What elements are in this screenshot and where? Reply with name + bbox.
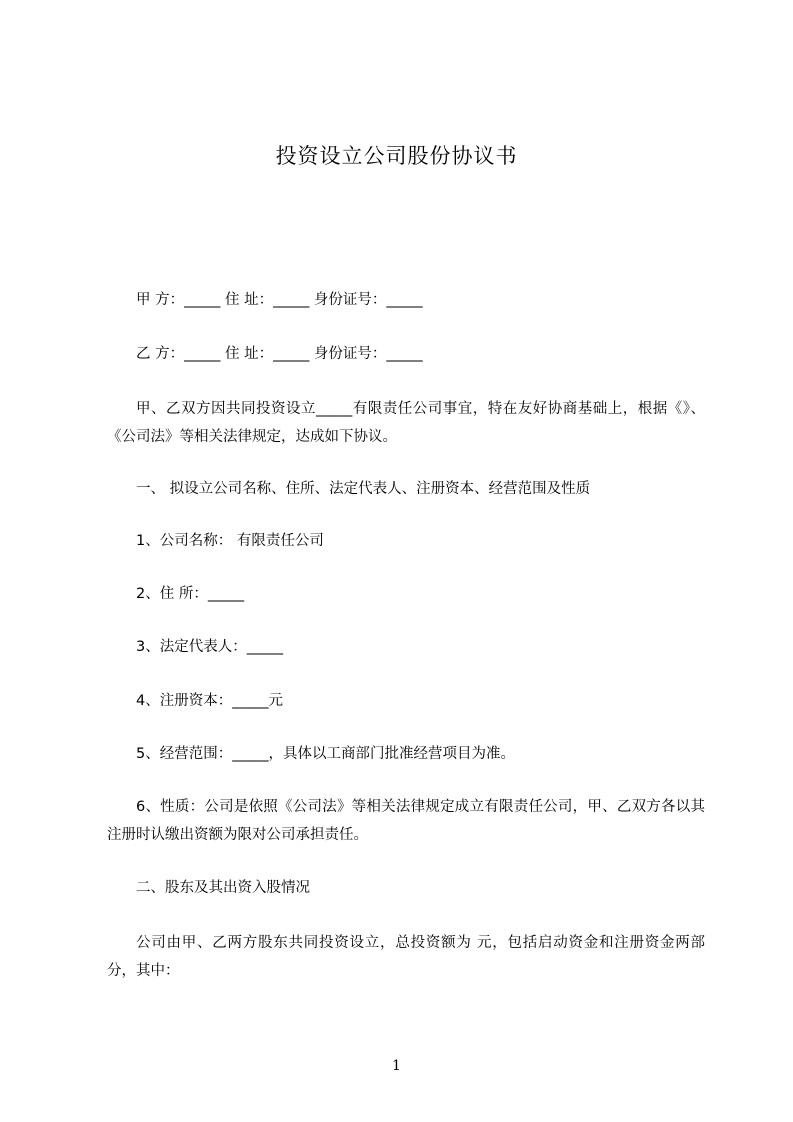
item-legal-representative: 3、法定代表人：_____ [136, 639, 283, 655]
section-2-paragraph: 公司由甲、乙两方股东共同投资设立，总投资额为 元，包括启动资金和注册资金两部分，其中： [107, 935, 705, 979]
item-registered-capital: 4、注册资本：_____元 [136, 693, 283, 709]
item-address: 2、住 所：_____ [136, 586, 245, 602]
document-title: 投资设立公司股份协议书 [275, 144, 518, 168]
item-company-name: 1、公司名称： 有限责任公司 [136, 533, 324, 549]
item-nature-paragraph: 6、性质：公司是依照《公司法》等相关法律规定成立有限责任公司，甲、乙双方各以其注册时认缴出资额为限对公司承担责任。 [107, 799, 705, 843]
section-2-heading: 二、股东及其出资入股情况 [136, 880, 310, 896]
party-a-line: 甲 方：_____ 住 址：_____ 身份证号：_____ [136, 292, 423, 308]
item-business-scope: 5、经营范围：_____，具体以工商部门批准经营项目为准。 [136, 746, 515, 762]
party-b-line: 乙 方：_____ 住 址：_____ 身份证号：_____ [136, 346, 423, 362]
section-1-heading: 一、 拟设立公司名称、住所、法定代表人、注册资本、经营范围及性质 [136, 481, 591, 497]
page-number: 1 [392, 1058, 401, 1074]
intro-paragraph: 甲、乙双方因共同投资设立_____有限责任公司事宜，特在友好协商基础上，根据《》、《公司法》等相关法律规定，达成如下协议。 [107, 401, 705, 445]
